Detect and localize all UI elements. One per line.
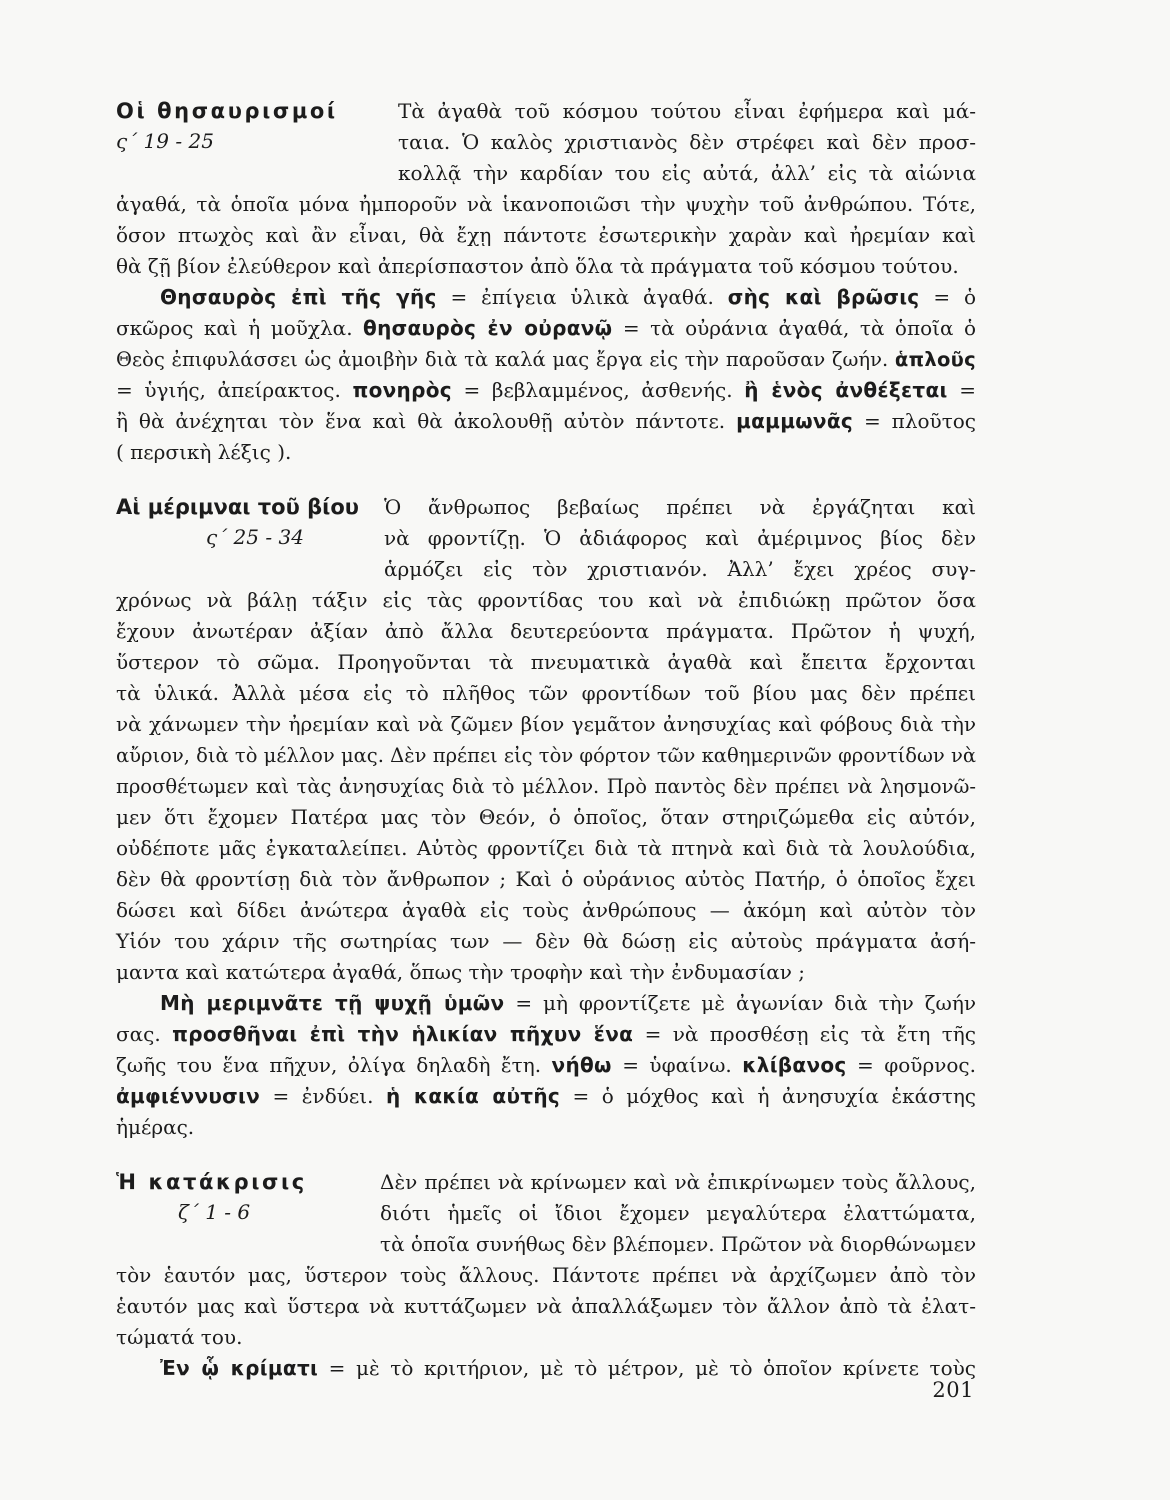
scripture-reference: ς΄ 25 - 34 bbox=[206, 525, 304, 549]
glossary-def: ὑγιής, ἀπείρακτος. bbox=[144, 378, 341, 402]
text-line: ὕστερον τὸ σῶμα. Προηγοῦνται τὰ πνευματικὰ ἀγαθὰ καὶ ἔπειτα ἔρχονται bbox=[116, 650, 976, 674]
text-line: Ὁ ἄνθρωπος βεβαίως πρέπει νὰ ἐργάζηται καὶ bbox=[384, 495, 976, 519]
text-line: ταια. Ὁ καλὸς χριστιανὸς δὲν στρέφει καὶ δὲν προσ- bbox=[398, 130, 976, 154]
glossary-term: ἁπλοῦς bbox=[894, 348, 976, 371]
text-line: τὸν ἑαυτόν μας, ὕστερον τοὺς ἄλλους. Πάντοτε πρέπει νὰ ἀρχίζωμεν ἀπὸ τὸν bbox=[116, 1263, 976, 1287]
text-line: ἀγαθά, τὰ ὁποῖα μόνα ἠμποροῦν νὰ ἱκανοποιῶσι τὴν ψυχὴν τοῦ ἀνθρώπου. Τότε, bbox=[116, 192, 976, 216]
text-line: μαντα καὶ κατώτερα ἀγαθά, ὅπως τὴν τροφὴν καὶ τὴν ἐνδυμασίαν ; bbox=[116, 960, 806, 984]
glossary-term: μαμμωνᾶς bbox=[736, 409, 854, 433]
text-line: δὲν θὰ φροντίσῃ διὰ τὸν ἄνθρωπον ; Καὶ ὁ οὐράνιος αὐτὸς Πατήρ, ὁ ὁποῖος ἔχει bbox=[116, 867, 976, 891]
glossary-term: ἡ κακία αὐτῆς bbox=[385, 1084, 561, 1108]
text-line: Υἱόν του χάριν τῆς σωτηρίας των — δὲν θὰ δώσῃ εἰς αὐτοὺς πράγματα ἀσή- bbox=[116, 929, 976, 953]
glossary-def: φοῦρνος. bbox=[884, 1053, 976, 1077]
glossary-term: ἀμφιέννυσιν bbox=[116, 1084, 261, 1108]
glossary-term: νήθω bbox=[551, 1053, 612, 1077]
text-line: κολλᾷ τὴν καρδίαν του εἰς αὐτά, ἀλλ’ εἰς τὰ αἰώνια bbox=[398, 161, 976, 185]
glossary-line: Ἐν ᾧ κρίματι = μὲ τὸ κριτήριον, μὲ τὸ μέτρον, μὲ τὸ ὁποῖον κρίνετε τοὺς bbox=[160, 1356, 976, 1380]
section-title: Αἱ μέριμναι τοῦ βίου bbox=[116, 495, 359, 519]
glossary-def: τὰ οὐράνια ἀγαθά, τὰ ὁποῖα ὁ bbox=[650, 316, 976, 340]
glossary-def: μὴ φροντίζετε μὲ ἀγωνίαν διὰ τὴν ζωήν bbox=[543, 991, 976, 1015]
glossary-def: ἢ θὰ ἀνέχηται τὸν ἕνα καὶ θὰ ἀκολουθῇ αὐτὸν πάντοτε. bbox=[116, 409, 726, 433]
glossary-term: ἢ ἑνὸς ἀνθέξεται bbox=[744, 378, 948, 402]
text-line: τὰ ὁποῖα συνήθως δὲν βλέπομεν. Πρῶτον νὰ διορθώνωμεν bbox=[380, 1232, 977, 1256]
glossary-def: ὁ bbox=[963, 285, 976, 309]
text-line: ὅσον πτωχὸς καὶ ἂν εἶναι, θὰ ἔχῃ πάντοτε ἐσωτερικὴν χαρὰν καὶ ἠρεμίαν καὶ bbox=[116, 223, 976, 247]
glossary-line: σας. προσθῆναι ἐπὶ τὴν ἡλικίαν πῆχυν ἕνα = νὰ προσθέσῃ εἰς τὰ ἔτη τῆς bbox=[116, 1022, 976, 1046]
text-line: τὰ ὑλικά. Ἀλλὰ μέσα εἰς τὸ πλῆθος τῶν φροντίδων τοῦ βίου μας δὲν πρέπει bbox=[116, 681, 976, 705]
section-worries bbox=[116, 492, 976, 1143]
section-side bbox=[116, 492, 384, 585]
glossary-def: Θεὸς ἐπιφυλάσσει ὡς ἀμοιβὴν διὰ τὰ καλά μας ἔργα εἰς τὴν παροῦσαν ζωήν. bbox=[116, 348, 889, 371]
glossary-def: ζωῆς του ἕνα πῆχυν, ὀλίγα δηλαδὴ ἔτη. bbox=[116, 1053, 542, 1077]
text-line: νὰ χάνωμεν τὴν ἠρεμίαν καὶ νὰ ζῶμεν βίον γεμᾶτον ἀνησυχίας καὶ φόβους διὰ τὴν bbox=[116, 712, 976, 736]
glossary-term: πονηρὸς bbox=[352, 378, 452, 402]
glossary-line bbox=[116, 1112, 976, 1143]
scripture-reference: ς΄ 19 - 25 bbox=[116, 129, 214, 153]
glossary-def: ὁ μόχθος καὶ ἡ ἀνησυχία ἑκάστης bbox=[601, 1084, 976, 1108]
text-line: Τὰ ἀγαθὰ τοῦ κόσμου τούτου εἶναι ἐφήμερα καὶ μά- bbox=[398, 99, 976, 123]
text-line: δώσει καὶ δίδει ἀνώτερα ἀγαθὰ εἰς τοὺς ἀνθρώπους — ἀκόμη καὶ αὐτὸν τὸν bbox=[116, 898, 976, 922]
glossary-def: σκῶρος καὶ ἡ μοῦχλα. bbox=[116, 316, 353, 340]
section-head bbox=[116, 96, 976, 189]
scripture-reference: ζ΄ 1 - 6 bbox=[178, 1200, 251, 1224]
text-line: τώματά του. bbox=[116, 1325, 243, 1349]
page-content bbox=[116, 96, 976, 1384]
section-side bbox=[116, 1167, 380, 1260]
glossary-line: Μὴ μεριμνᾶτε τῇ ψυχῇ ὑμῶν = μὴ φροντίζετε μὲ ἀγωνίαν διὰ τὴν ζωήν bbox=[160, 991, 976, 1015]
section-head-text bbox=[398, 96, 976, 189]
glossary-line: ἢ θὰ ἀνέχηται τὸν ἕνα καὶ θὰ ἀκολουθῇ αὐτὸν πάντοτε. μαμμωνᾶς = πλοῦτος bbox=[116, 409, 976, 433]
section-head-text bbox=[384, 492, 976, 585]
section-gap bbox=[116, 1143, 976, 1167]
section-head bbox=[116, 492, 976, 585]
glossary-def: ὑφαίνω. bbox=[649, 1053, 732, 1077]
glossary-term: θησαυρὸς ἐν οὐρανῷ bbox=[363, 316, 613, 340]
glossary-def: μὲ τὸ κριτήριον, μὲ τὸ μέτρον, μὲ τὸ ὁποῖον κρίνετε τοὺς bbox=[356, 1356, 976, 1380]
glossary-def: πλοῦτος bbox=[891, 409, 976, 433]
glossary-def: ἡμέρας. bbox=[116, 1115, 195, 1139]
text-line: διότι ἡμεῖς οἱ ἴδιοι ἔχομεν μεγαλύτερα ἐλαττώματα, bbox=[380, 1201, 976, 1225]
glossary-term: κλίβανος bbox=[742, 1053, 847, 1077]
text-line: ἑαυτόν μας καὶ ὕστερα νὰ κυττάζωμεν νὰ ἀπαλλάξωμεν τὸν ἄλλον ἀπὸ τὰ ἐλατ- bbox=[116, 1294, 976, 1318]
glossary-term: Θησαυρὸς ἐπὶ τῆς γῆς bbox=[160, 285, 437, 309]
glossary-line: ἀμφιέννυσιν = ἐνδύει. ἡ κακία αὐτῆς = ὁ μόχθος καὶ ἡ ἀνησυχία ἑκάστης bbox=[116, 1084, 976, 1108]
text-line: ἔχουν ἀνωτέραν ἀξίαν ἀπὸ ἄλλα δευτερεύοντα πράγματα. Πρῶτον ἡ ψυχή, bbox=[116, 619, 976, 643]
text-line: οὐδέποτε μᾶς ἐγκαταλείπει. Αὐτὸς φροντίζει διὰ τὰ πτηνὰ καὶ διὰ τὰ λουλούδια, bbox=[116, 836, 976, 860]
glossary-term: προσθῆναι ἐπὶ τὴν ἡλικίαν πῆχυν ἕνα bbox=[172, 1022, 634, 1046]
section-judgment bbox=[116, 1167, 976, 1384]
section-title: Οἱ θησαυρισμοί bbox=[116, 99, 338, 123]
text-line: νὰ φροντίζῃ. Ὁ ἀδιάφορος καὶ ἀμέριμνος βίος δὲν bbox=[384, 526, 976, 550]
page-number: 201 bbox=[932, 1378, 974, 1402]
glossary-def: νὰ προσθέσῃ εἰς τὰ ἔτη τῆς bbox=[672, 1022, 976, 1046]
text-line: θὰ ζῇ βίον ἐλεύθερον καὶ ἀπερίσπαστον ἀπὸ ὅλα τὰ πράγματα τοῦ κόσμου τούτου. bbox=[116, 254, 959, 278]
glossary-line: σκῶρος καὶ ἡ μοῦχλα. θησαυρὸς ἐν οὐρανῷ = τὰ οὐράνια ἀγαθά, τὰ ὁποῖα ὁ bbox=[116, 316, 976, 340]
glossary-line: = ὑγιής, ἀπείρακτος. πονηρὸς = βεβλαμμένος, ἀσθενής. ἢ ἑνὸς ἀνθέξεται = bbox=[116, 378, 976, 402]
glossary-line bbox=[116, 437, 976, 468]
section-side bbox=[116, 96, 398, 189]
section-title: Ἡ κατάκρισις bbox=[116, 1170, 307, 1194]
text-line: Δὲν πρέπει νὰ κρίνωμεν καὶ νὰ ἐπικρίνωμεν τοὺς ἄλλους, bbox=[380, 1170, 976, 1194]
glossary-def: ἐνδύει. bbox=[301, 1084, 374, 1108]
glossary-line: Θησαυρὸς ἐπὶ τῆς γῆς = ἐπίγεια ὑλικὰ ἀγαθά. σὴς καὶ βρῶσις = ὁ bbox=[160, 285, 976, 309]
section-head-text bbox=[380, 1167, 976, 1260]
section-head bbox=[116, 1167, 976, 1260]
glossary-line bbox=[116, 344, 976, 375]
text-line: προσθέτωμεν καὶ τὰς ἀνησυχίας διὰ τὸ μέλλον. Πρὸ παντὸς δὲν πρέπει νὰ λησμονῶ- bbox=[116, 775, 976, 798]
text-line: ἁρμόζει εἰς τὸν χριστιανόν. Ἀλλ’ ἔχει χρέος συγ- bbox=[384, 557, 976, 581]
glossary-def: ( περσικὴ λέξις ). bbox=[116, 440, 292, 464]
glossary-term: Ἐν ᾧ κρίματι bbox=[160, 1356, 319, 1380]
glossary-def: σας. bbox=[116, 1022, 161, 1046]
glossary-def: βεβλαμμένος, ἀσθενής. bbox=[491, 378, 733, 402]
glossary-term: Μὴ μεριμνᾶτε τῇ ψυχῇ ὑμῶν bbox=[160, 991, 505, 1015]
text-line: μεν ὅτι ἔχομεν Πατέρα μας τὸν Θεόν, ὁ ὁποῖος, ὅταν στηριζώμεθα εἰς αὐτόν, bbox=[116, 805, 976, 829]
text-line: αὔριον, διὰ τὸ μέλλον μας. Δὲν πρέπει εἰς τὸν φόρτον τῶν καθημερινῶν φροντίδων νὰ bbox=[116, 744, 976, 767]
section-treasures bbox=[116, 96, 976, 468]
glossary-def: ἐπίγεια ὑλικὰ ἀγαθά. bbox=[481, 285, 714, 309]
text-line: χρόνως νὰ βάλῃ τάξιν εἰς τὰς φροντίδας του καὶ νὰ ἐπιδιώκῃ πρῶτον ὅσα bbox=[116, 588, 976, 612]
glossary-line: ζωῆς του ἕνα πῆχυν, ὀλίγα δηλαδὴ ἔτη. νήθω = ὑφαίνω. κλίβανος = φοῦρνος. bbox=[116, 1053, 976, 1077]
section-gap bbox=[116, 468, 976, 492]
glossary-term: σὴς καὶ βρῶσις bbox=[727, 285, 920, 309]
